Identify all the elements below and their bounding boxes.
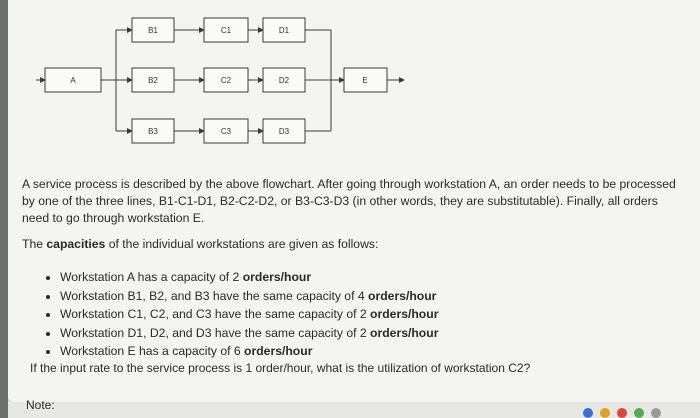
- capacities-intro-prefix: The: [22, 237, 47, 251]
- capacity-item-b: [60, 287, 438, 306]
- capacity-item-text: Workstation D1, D2, and D3 have the same capacity of 2: [60, 325, 371, 340]
- note-label: Note:: [26, 398, 55, 412]
- question-text: If the input rate to the service process is 1 order/hour, what is the utilization of workstation C2?: [30, 361, 531, 375]
- app-icon[interactable]: [634, 408, 644, 418]
- capacity-item-text: Workstation A has a capacity of 2: [60, 270, 243, 284]
- capacity-item-e: [60, 342, 438, 361]
- capacity-item-c: [60, 305, 438, 324]
- label-c1: C1: [220, 26, 232, 35]
- flowchart: [8, 0, 700, 170]
- app-icon[interactable]: [600, 408, 610, 418]
- problem-description: A service process is described by the above flowchart. After going through workstation A, an order needs to be processed by one of the three lines, B1-C1-D1, B2-C2-D2, or B3-C3-D3 (in other words, they are substitutable). Finally, all orders need to go through workstation E.: [22, 177, 676, 225]
- bottom-bar: [8, 402, 700, 418]
- left-window-edge: [0, 0, 8, 418]
- capacity-item-unit: orders/hour: [242, 270, 312, 284]
- app-icon[interactable]: [651, 408, 661, 418]
- capacity-item-text: Workstation B1, B2, and B3 have the same capacity of 4: [60, 288, 369, 303]
- capacity-item-a: [60, 268, 438, 287]
- label-d1: D1: [278, 26, 290, 35]
- capacity-item-unit: orders/hour: [244, 344, 313, 358]
- label-d3: D3: [278, 127, 290, 136]
- label-b1: B1: [148, 26, 158, 35]
- capacity-item-unit: orders/hour: [370, 307, 439, 321]
- label-a: A: [70, 76, 76, 85]
- capacity-item-unit: orders/hour: [370, 325, 439, 340]
- label-c3: C3: [220, 127, 232, 136]
- label-c2: C2: [220, 76, 232, 85]
- capacity-item-text: Workstation E has a capacity of 6: [60, 344, 245, 358]
- label-d2: D2: [278, 76, 290, 85]
- capacity-item-unit: orders/hour: [368, 288, 437, 303]
- label-e: E: [362, 76, 368, 85]
- question-page: [8, 0, 700, 402]
- capacities-intro-suffix: of the individual workstations are given as follows:: [105, 237, 379, 251]
- label-b2: B2: [148, 76, 158, 85]
- capacity-item-d: [60, 324, 438, 343]
- capacities-intro-bold: capacities: [46, 237, 106, 251]
- capacity-list: [44, 268, 438, 361]
- capacity-item-text: Workstation C1, C2, and C3 have the same capacity of 2: [60, 307, 371, 321]
- label-b3: B3: [148, 127, 158, 136]
- app-icon[interactable]: [617, 408, 627, 418]
- capacities-intro: [22, 237, 378, 251]
- app-icon[interactable]: [583, 408, 593, 418]
